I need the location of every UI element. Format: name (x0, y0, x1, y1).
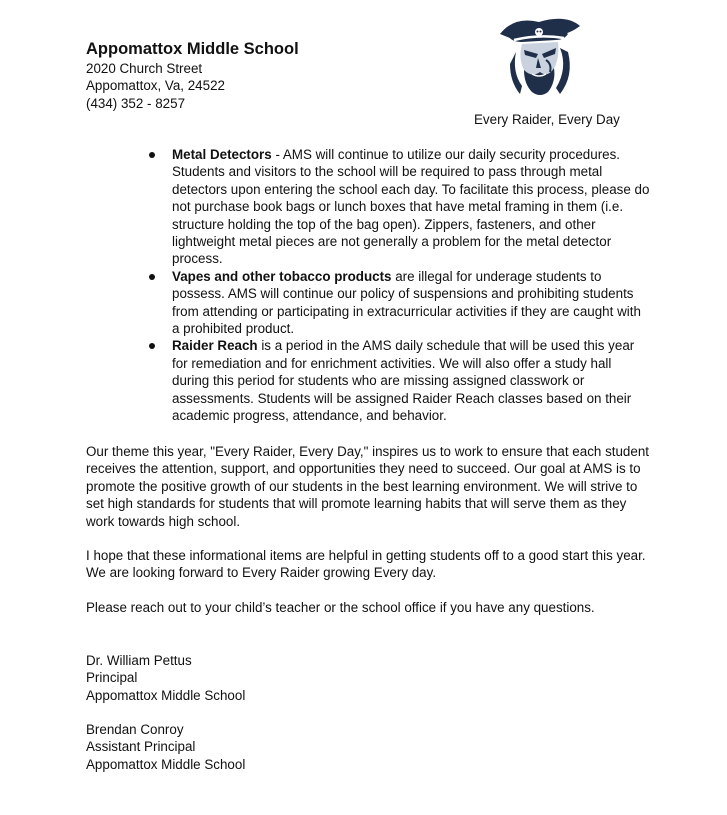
list-item (172, 146, 650, 268)
signer-name: Dr. William Pettus (86, 653, 192, 668)
hope-paragraph: I hope that these informational items are helpful in getting students off to a good start this year. We are looking forward to Every Raider growing Every day. (86, 548, 646, 581)
signer-org: Appomattox Middle School (86, 687, 246, 703)
letterhead (86, 38, 299, 112)
bullet-term: Metal Detectors (172, 147, 272, 162)
pirate-mascot-icon (494, 12, 584, 100)
bullet-icon (149, 274, 155, 280)
contact-paragraph: Please reach out to your child’s teacher or the school office if you have any questions. (86, 600, 595, 615)
address-street: 2020 Church Street (86, 61, 203, 76)
theme-paragraph: Our theme this year, "Every Raider, Every Day," inspires us to work to ensure that each student receives the attention, support, and opportunities they need to succeed. Our goal at AMS is to promote the positive growth of our students in the best learning environment. We will strive to set high standards for students that will promote learning habits that will serve them as they work towards high school. (86, 444, 649, 529)
bullet-icon (149, 343, 155, 349)
school-motto: Every Raider, Every Day (474, 112, 620, 127)
signature-principal (86, 652, 245, 704)
address-city: Appomattox, Va, 24522 (86, 78, 225, 94)
bullet-icon (149, 152, 155, 158)
bullet-term: Vapes and other tobacco products (172, 268, 392, 284)
bullet-text: - AMS will continue to utilize our daily security procedures. Students and visitors to the school will be required to pass through metal detectors upon entering the school each day. To facilitate this process, please do not purchase book bags or lunch boxes that have metal framing in them (i.e. structure holding the top of the bag open). Zippers, fasteners, and other lightweight metal pieces are not generally a problem for the metal detector process. (172, 147, 650, 267)
bullet-term: Raider Reach (172, 338, 258, 354)
signer-title: Principal (86, 670, 138, 686)
signature-assistant-principal (86, 721, 245, 773)
phone-number: (434) 352 - 8257 (86, 95, 186, 111)
signer-org: Appomattox Middle School (86, 756, 246, 772)
bullet-text: are illegal for underage students to possess. AMS will continue our policy of suspensions and prohibiting students from attending or participating in extracurricular activities if they are caught with a prohibited product. (172, 268, 641, 337)
info-bullet-list (172, 146, 650, 425)
list-item (172, 337, 650, 424)
list-item (172, 268, 650, 338)
signer-name: Brendan Conroy (86, 722, 184, 737)
bullet-text: is a period in the AMS daily schedule that will be used this year for remediation and for enrichment activities. We will also offer a study hall during this period for students who are missing assigned classwork or assessments. Students will be assigned Raider Reach classes based on their academic progress, attendance, and behavior. (172, 338, 635, 424)
school-name: Appomattox Middle School (86, 40, 299, 58)
signer-title: Assistant Principal (86, 739, 196, 755)
